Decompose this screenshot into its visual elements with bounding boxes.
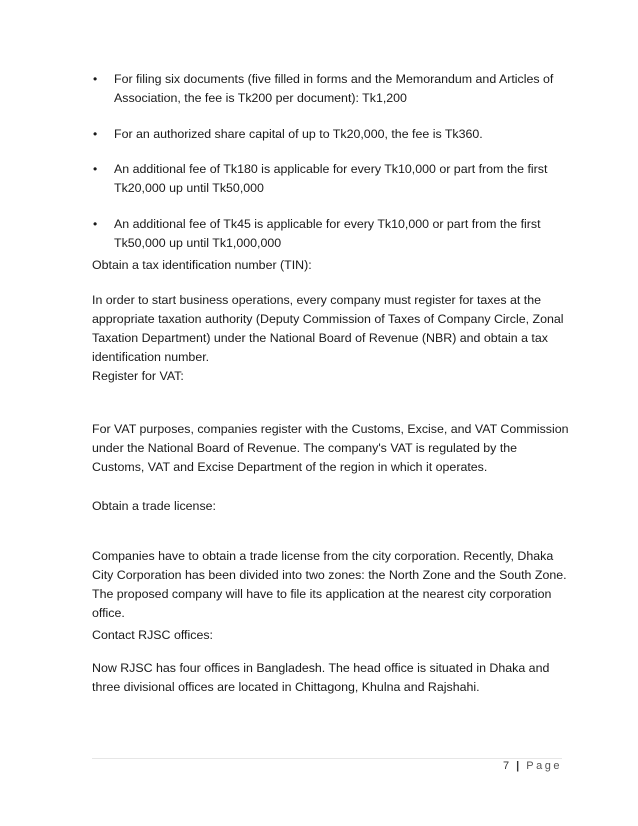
list-item [92,125,572,144]
vat-heading: Register for VAT: [92,369,184,383]
rjsc-paragraph: Now RJSC has four offices in Bangladesh. The head office is situated in Dhaka and three divisional offices are located in Chittagong, Khulna and Rajshahi. [92,661,550,694]
rjsc-heading: Contact RJSC offices: [92,628,213,642]
bullet-icon: • [93,127,98,141]
bullet-text: For an authorized share capital of up to Tk20,000, the fee is Tk360. [114,127,483,141]
bullet-icon: • [93,162,98,176]
footer-separator: | [516,760,520,772]
bullet-icon: • [93,72,98,86]
bullet-icon: • [93,217,98,231]
footer-divider [92,758,562,759]
list-item [92,215,572,253]
list-item [92,160,572,198]
bullet-text: An additional fee of Tk180 is applicable for every Tk10,000 or part from the first Tk20,000 up until Tk50,000 [114,162,548,195]
tin-heading: Obtain a tax identification number (TIN): [92,258,312,272]
fee-bullet-list [92,70,572,270]
bullet-text: An additional fee of Tk45 is applicable for every Tk10,000 or part from the first Tk50,000 up until Tk1,000,000 [114,217,541,250]
trade-license-heading: Obtain a trade license: [92,499,216,513]
page-label: Page [526,760,562,772]
page-footer [503,760,562,772]
list-item [92,70,572,108]
bullet-text: For filing six documents (five filled in forms and the Memorandum and Articles of Association, the fee is Tk200 per document): Tk1,200 [114,72,554,105]
tin-paragraph: In order to start business operations, every company must register for taxes at the appropriate taxation authority (Deputy Commission of Taxes of Company Circle, Zonal Taxation Department) under the National Board of Revenue (NBR) and obtain a tax identification number. [92,293,564,364]
trade-license-paragraph: Companies have to obtain a trade license from the city corporation. Recently, Dhaka City Corporation has been divided into two zones: the North Zone and the South Zone. The proposed company will have to file its application at the nearest city corporation office. [92,549,567,620]
vat-paragraph: For VAT purposes, companies register with the Customs, Excise, and VAT Commission under the National Board of Revenue. The company's VAT is regulated by the Customs, VAT and Excise Department of the region in which it operates. [92,422,569,474]
page-number: 7 [502,760,510,772]
